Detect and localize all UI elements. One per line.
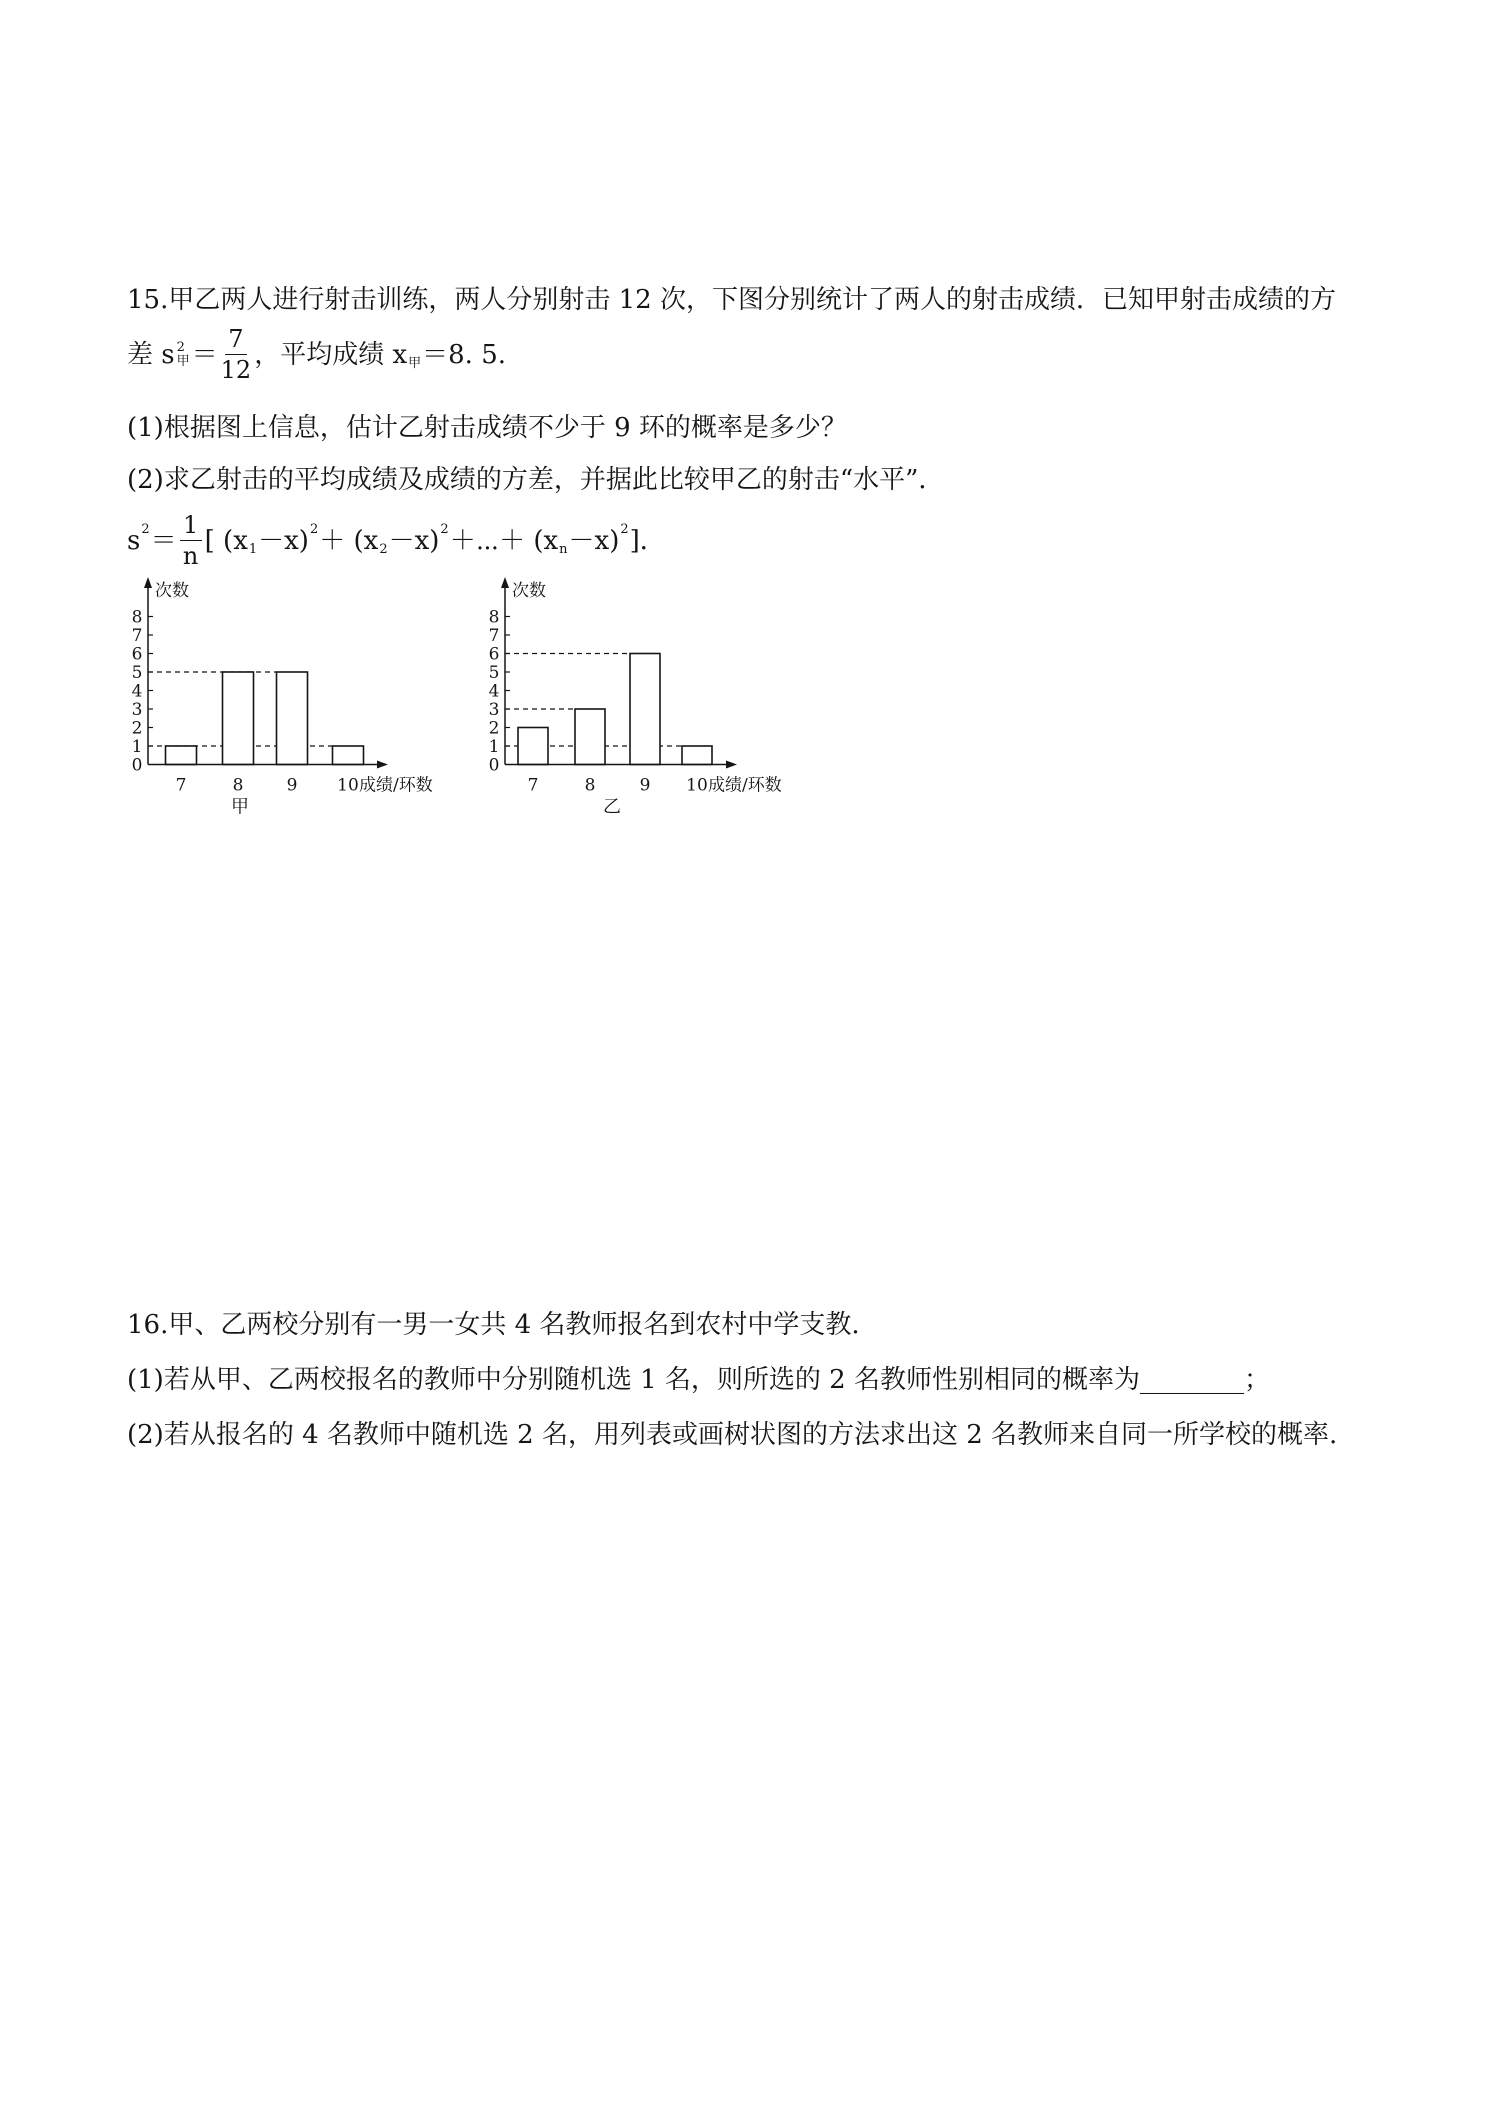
x-tick-label-8: 8 bbox=[584, 775, 596, 796]
y-tick-label-3: 3 bbox=[488, 700, 500, 720]
problem-16-question-1: (1)若从甲、乙两校报名的教师中分别随机选 1 名，则所选的 2 名教师性别相同的概率为________； bbox=[127, 1365, 1270, 1395]
formula-term-5: ＋⋯＋ (x bbox=[449, 526, 559, 556]
y-tick-label-5: 5 bbox=[488, 663, 500, 683]
formula-term-1: [ (x bbox=[204, 526, 248, 556]
chart-yi bbox=[455, 565, 825, 827]
x-tick-label-9: 9 bbox=[639, 775, 651, 796]
x-axis-arrow-icon bbox=[377, 761, 388, 769]
formula-subscript-n: n bbox=[559, 542, 568, 557]
y-tick-label-0: 0 bbox=[488, 755, 500, 776]
bar-10 bbox=[682, 746, 712, 765]
y-tick-label-1: 1 bbox=[131, 737, 143, 757]
x-tick-label-9: 9 bbox=[286, 775, 298, 796]
bar-8 bbox=[575, 709, 605, 765]
bar-9 bbox=[630, 654, 660, 765]
y-axis-label: 次数 bbox=[155, 581, 189, 601]
y-tick-label-7: 7 bbox=[131, 626, 143, 646]
bar-7 bbox=[166, 746, 197, 765]
bar-10 bbox=[333, 746, 364, 765]
problem-15-question-2: (2)求乙射击的平均成绩及成绩的方差，并据此比较甲乙的射击“水平”． bbox=[127, 465, 945, 495]
bar-7 bbox=[518, 728, 548, 765]
y-tick-label-6: 6 bbox=[488, 644, 500, 665]
formula-equals: ＝ bbox=[150, 526, 177, 556]
y-tick-label-8: 8 bbox=[488, 607, 500, 628]
formula-term-4: －x) bbox=[388, 526, 440, 556]
y-tick-label-6: 6 bbox=[131, 644, 143, 665]
y-tick-label-8: 8 bbox=[131, 607, 143, 628]
problem-15-stem-line-2 bbox=[127, 323, 506, 387]
formula-s: s bbox=[127, 526, 141, 556]
stem-text-mean-value: ＝8. 5. bbox=[422, 340, 507, 370]
y-axis-arrow-icon bbox=[144, 577, 152, 588]
fraction-denominator: 12 bbox=[220, 356, 252, 384]
formula-term-2: －x) bbox=[258, 526, 309, 556]
chart-caption: 甲 bbox=[231, 796, 249, 818]
problem-16-question-2: (2)若从报名的 4 名教师中随机选 2 名，用列表或画树状图的方法求出这 2 名教师来自同一所学校的概率. bbox=[127, 1420, 1338, 1450]
formula-subscript-1: 1 bbox=[248, 542, 258, 557]
formula-subscript-2: 2 bbox=[379, 542, 388, 557]
equals-sign: ＝ bbox=[191, 340, 218, 370]
formula-fraction-denominator: n bbox=[182, 542, 199, 570]
y-tick-label-1: 1 bbox=[488, 737, 500, 757]
formula-term-6: －x) bbox=[568, 526, 620, 556]
superscript-2: 2 bbox=[176, 340, 185, 355]
y-tick-label-7: 7 bbox=[488, 626, 500, 646]
x-axis-arrow-icon bbox=[726, 761, 737, 769]
formula-term-7: ]． bbox=[629, 526, 666, 556]
formula-superscript: 2 bbox=[141, 522, 150, 537]
x-tick-label-10: 10 bbox=[337, 775, 359, 796]
fraction-7-12 bbox=[221, 327, 252, 383]
problem-15-question-1: (1)根据图上信息，估计乙射击成绩不少于 9 环的概率是多少？ bbox=[127, 413, 847, 443]
x-axis-label: 成绩/环数 bbox=[359, 775, 433, 796]
y-tick-label-0: 0 bbox=[131, 755, 143, 776]
formula-fraction-1-n bbox=[180, 513, 202, 569]
problem-15-stem-line-1: 15.甲乙两人进行射击训练，两人分别射击 12 次，下图分别统计了两人的射击成绩．已知甲射击成绩的方 bbox=[127, 285, 1336, 315]
stem-text-mean: ，平均成绩 x bbox=[254, 340, 408, 370]
formula-term-3: ＋ (x bbox=[319, 526, 379, 556]
bar-8 bbox=[223, 672, 254, 765]
stem-text-variance: 差 s bbox=[127, 340, 175, 370]
chart-jia bbox=[100, 565, 460, 827]
chart-caption: 乙 bbox=[603, 796, 621, 818]
formula-superscript: 2 bbox=[440, 522, 449, 537]
subscript-jia: 甲 bbox=[176, 354, 190, 369]
variance-formula bbox=[127, 511, 666, 570]
formula-superscript: 2 bbox=[620, 522, 629, 537]
y-axis-label: 次数 bbox=[512, 581, 546, 601]
y-tick-label-5: 5 bbox=[131, 663, 143, 683]
fraction-numerator: 7 bbox=[225, 327, 247, 355]
x-tick-label-10: 10 bbox=[686, 775, 708, 796]
x-tick-label-7: 7 bbox=[527, 775, 539, 796]
y-tick-label-2: 2 bbox=[488, 718, 500, 739]
y-axis-arrow-icon bbox=[501, 577, 509, 588]
formula-superscript: 2 bbox=[309, 522, 319, 537]
bar-9 bbox=[277, 672, 308, 765]
y-tick-label-4: 4 bbox=[488, 681, 500, 702]
subscript-jia-mean: 甲 bbox=[408, 356, 422, 371]
variance-sup-sub bbox=[177, 341, 190, 369]
x-tick-label-7: 7 bbox=[175, 775, 187, 796]
x-axis-label: 成绩/环数 bbox=[708, 775, 782, 796]
problem-16-stem: 16.甲、乙两校分别有一男一女共 4 名教师报名到农村中学支教. bbox=[127, 1310, 860, 1340]
x-tick-label-8: 8 bbox=[232, 775, 244, 796]
y-tick-label-3: 3 bbox=[131, 700, 143, 720]
formula-fraction-numerator: 1 bbox=[180, 513, 202, 541]
y-tick-label-4: 4 bbox=[131, 681, 143, 702]
y-tick-label-2: 2 bbox=[131, 718, 143, 739]
